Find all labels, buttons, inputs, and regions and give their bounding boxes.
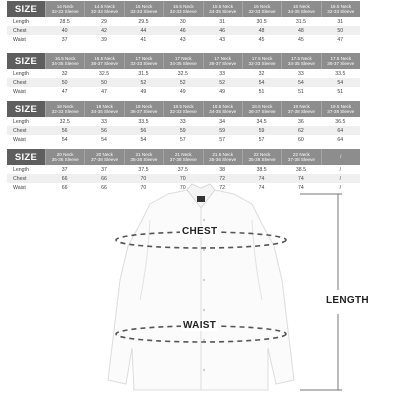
table-cell: 52	[219, 79, 226, 86]
table-cell: 56	[101, 127, 107, 134]
size-table-header	[7, 53, 360, 69]
neck-size: 22 Neck	[293, 151, 310, 157]
sleeve-size: 32-33 Sleeve	[51, 109, 79, 114]
shirt-drawing	[0, 180, 400, 400]
table-cell: 57	[179, 136, 186, 143]
row-label: Chest	[13, 79, 27, 86]
table-cell: 49	[219, 88, 226, 95]
table-cell: 47	[61, 88, 68, 95]
row-label: Chest	[13, 27, 27, 34]
table-cell: 74	[298, 175, 304, 182]
table-cell: 46	[219, 27, 226, 34]
table-cell: 42	[101, 27, 107, 34]
sleeve-size: 37-38 Sleeve	[169, 157, 197, 162]
table-cell: 72	[219, 175, 226, 182]
table-cell: 33	[298, 70, 304, 77]
sleeve-size: 34-35 Sleeve	[287, 9, 315, 14]
table-cell: 51	[337, 88, 344, 95]
shirt-icon	[108, 184, 294, 390]
table-cell: 41	[140, 36, 147, 43]
size-column-header	[242, 53, 281, 69]
table-cell: 32.5	[177, 70, 188, 77]
table-cell: 28.5	[59, 18, 70, 25]
table-cell: 50	[337, 27, 344, 34]
table-cell: 29.5	[138, 18, 149, 25]
table-cell: 36	[298, 118, 304, 125]
table-cell: 37	[61, 166, 68, 173]
sleeve-size: 32-33 Sleeve	[91, 9, 119, 14]
table-cell: 33	[219, 70, 226, 77]
size-table-header	[7, 1, 360, 17]
size-column-header	[163, 53, 202, 69]
neck-size: 21 Neck	[174, 151, 192, 157]
table-cell: /	[339, 184, 342, 191]
size-table	[7, 53, 360, 96]
table-row	[7, 117, 360, 126]
sleeve-size: 36-37 Sleeve	[209, 61, 237, 66]
sleeve-size: 32-33 Sleeve	[169, 109, 197, 114]
table-cell: 54	[101, 136, 107, 143]
table-cell: 70	[179, 184, 186, 191]
sleeve-size: 32-33 Sleeve	[248, 9, 276, 14]
table-cell: 32	[61, 70, 68, 77]
neck-size: 17.5 Neck	[291, 55, 312, 61]
table-cell: 33.5	[138, 118, 149, 125]
neck-size: 15.5 Neck	[172, 3, 194, 9]
table-row	[7, 17, 360, 26]
size-heading: SIZE	[7, 1, 45, 17]
size-column-header	[321, 1, 360, 17]
size-column-header	[242, 101, 281, 117]
neck-size: 17.5 Neck	[251, 55, 273, 61]
table-cell: 54	[298, 79, 304, 86]
size-column-header	[203, 1, 242, 17]
table-cell: 45	[258, 36, 265, 43]
size-column-header	[163, 1, 202, 17]
neck-size: 18.5 Neck	[212, 103, 234, 109]
size-column-header	[124, 149, 163, 165]
neck-size: 16.5 Neck	[330, 3, 352, 9]
table-cell: 37.5	[138, 166, 149, 173]
table-cell: 46	[179, 27, 186, 34]
size-column-header	[281, 53, 320, 69]
table-cell: 50	[61, 79, 68, 86]
table-cell: 34.5	[256, 118, 267, 125]
neck-size: 16 Neck	[253, 3, 271, 9]
table-cell: 62	[298, 127, 304, 134]
sleeve-size: 36-37 Sleeve	[248, 109, 276, 114]
table-cell: 60	[298, 136, 304, 143]
length-label: LENGTH	[326, 295, 369, 306]
size-column-header	[84, 1, 123, 17]
table-cell: 72	[219, 184, 226, 191]
row-label: Chest	[13, 127, 27, 134]
table-cell: 56	[140, 127, 147, 134]
neck-size: 21 Neck	[135, 151, 153, 157]
neck-size: 17 Neck	[135, 55, 153, 61]
table-cell: 33.5	[335, 70, 346, 77]
table-cell: 31	[219, 18, 226, 25]
sleeve-size: 32-33 Sleeve	[327, 9, 355, 14]
neck-size: 22 Neck	[253, 151, 271, 157]
size-heading: SIZE	[7, 101, 45, 117]
table-cell: 66	[61, 175, 68, 182]
neck-size: 19 Neck	[293, 103, 310, 109]
size-column-header	[45, 53, 84, 69]
table-cell: 36.5	[335, 118, 346, 125]
sleeve-size: 36-37 Sleeve	[130, 109, 158, 114]
table-cell: 74	[258, 175, 265, 182]
size-column-header	[163, 101, 202, 117]
size-column-header	[203, 53, 242, 69]
size-column-header	[163, 149, 202, 165]
table-cell: 59	[258, 127, 265, 134]
table-row	[7, 165, 360, 174]
size-column-header	[321, 101, 360, 117]
row-label: Length	[13, 118, 29, 125]
sleeve-size: 34-35 Sleeve	[209, 109, 237, 114]
neck-size: 18.5 Neck	[251, 103, 273, 109]
neck-size: 15 Neck	[135, 3, 153, 9]
neck-size: 18 Neck	[96, 103, 113, 109]
table-cell: 47	[101, 88, 107, 95]
sleeve-size: 37-38 Sleeve	[91, 157, 119, 162]
row-label: Length	[13, 70, 29, 77]
sleeve-size: 34-35 Sleeve	[169, 61, 197, 66]
table-cell: 34	[219, 118, 226, 125]
sleeve-size: 36-37 Sleeve	[327, 61, 355, 66]
waist-label: WAIST	[183, 320, 217, 331]
table-row	[7, 87, 360, 96]
neck-size: 16.5 Neck	[94, 55, 115, 61]
table-cell: 49	[140, 88, 147, 95]
table-cell: 66	[101, 175, 107, 182]
sleeve-size: 32-33 Sleeve	[248, 61, 276, 66]
sleeve-size: 34-35 Sleeve	[209, 9, 237, 14]
table-cell: 57	[258, 136, 265, 143]
size-column-header	[321, 149, 360, 165]
table-cell: 51	[298, 88, 304, 95]
table-cell: 66	[101, 184, 107, 191]
size-column-header	[203, 101, 242, 117]
table-cell: 32.5	[99, 70, 110, 77]
table-cell: 30	[179, 18, 186, 25]
table-cell: 50	[101, 79, 107, 86]
table-cell: 40	[61, 27, 68, 34]
table-cell: 52	[179, 79, 186, 86]
table-row	[7, 126, 360, 135]
size-column-header	[281, 1, 320, 17]
table-cell: /	[339, 166, 342, 173]
sleeve-size: 35-36 Sleeve	[209, 157, 237, 162]
row-label: Length	[13, 166, 29, 173]
table-cell: 57	[219, 136, 226, 143]
table-cell: 66	[61, 184, 68, 191]
neck-size: 18 Neck	[135, 103, 153, 109]
table-cell: 48	[298, 27, 304, 34]
size-heading: SIZE	[7, 53, 45, 69]
row-label: Waist	[13, 88, 26, 95]
size-column-header	[321, 53, 360, 69]
neck-size: 17 Neck	[174, 55, 192, 61]
length-measure-line	[300, 194, 342, 390]
table-cell: 37.5	[177, 166, 188, 173]
table-cell: 31.5	[138, 70, 149, 77]
table-cell: 51	[258, 88, 265, 95]
sleeve-size: 32-33 Sleeve	[169, 9, 197, 14]
table-cell: 31	[337, 18, 344, 25]
table-cell: 31.5	[295, 18, 306, 25]
neck-size: 20 Neck	[96, 151, 113, 157]
table-cell: 59	[219, 127, 226, 134]
table-cell: 70	[179, 175, 186, 182]
table-cell: 43	[179, 36, 186, 43]
size-table	[7, 1, 360, 44]
neck-size: 19.5 Neck	[330, 103, 352, 109]
sleeve-size: 35-36 Sleeve	[130, 157, 158, 162]
shirt-measurement-illustration	[0, 180, 400, 400]
neck-size: /	[340, 154, 342, 160]
table-cell: 64	[337, 136, 344, 143]
size-column-header	[45, 1, 84, 17]
table-cell: 30.5	[256, 18, 267, 25]
chest-label: CHEST	[182, 226, 218, 237]
size-column-header	[84, 101, 123, 117]
table-cell: 39	[101, 36, 107, 43]
size-column-header	[281, 149, 320, 165]
neck-size: 21.5 Neck	[212, 151, 234, 157]
size-column-header	[281, 101, 320, 117]
table-cell: 64	[337, 127, 344, 134]
size-column-header	[242, 149, 281, 165]
table-cell: 48	[258, 27, 265, 34]
size-column-header	[45, 101, 84, 117]
neck-size: 16 Neck	[293, 3, 310, 9]
sleeve-size: 34-35 Sleeve	[287, 61, 315, 66]
row-label: Waist	[13, 136, 26, 143]
neck-size: 16.5 Neck	[54, 55, 76, 61]
sleeve-size: 36-37 Sleeve	[91, 61, 119, 66]
row-label: Chest	[13, 175, 27, 182]
sleeve-size: 34-35 Sleeve	[91, 109, 119, 114]
table-cell: /	[339, 175, 342, 182]
table-cell: 33	[179, 118, 186, 125]
table-cell: 74	[298, 184, 304, 191]
table-cell: 37	[101, 166, 107, 173]
row-label: Length	[13, 18, 29, 25]
table-cell: 38.5	[295, 166, 306, 173]
table-cell: 52	[140, 79, 147, 86]
neck-size: 14 Neck	[56, 3, 74, 9]
table-cell: 56	[61, 127, 68, 134]
sleeve-size: 37-38 Sleeve	[287, 109, 315, 114]
size-column-header	[242, 1, 281, 17]
size-column-header	[84, 149, 123, 165]
size-table-header	[7, 149, 360, 165]
table-cell: 38	[219, 166, 226, 173]
neck-size: 14.5 Neck	[94, 3, 115, 9]
sleeve-size: 37-38 Sleeve	[327, 109, 355, 114]
size-column-header	[124, 101, 163, 117]
table-cell: 44	[140, 27, 147, 34]
table-cell: 38.5	[256, 166, 267, 173]
table-cell: 33	[101, 118, 107, 125]
sleeve-size: 37-38 Sleeve	[287, 157, 315, 162]
row-label: Waist	[13, 36, 26, 43]
neck-size: 18 Neck	[56, 103, 74, 109]
table-cell: 54	[61, 136, 68, 143]
size-column-header	[203, 149, 242, 165]
table-cell: 32	[258, 70, 265, 77]
size-column-header	[45, 149, 84, 165]
table-row	[7, 69, 360, 78]
table-cell: 45	[298, 36, 304, 43]
neck-size: 18.5 Neck	[172, 103, 194, 109]
table-cell: 49	[179, 88, 186, 95]
neck-size: 15.5 Neck	[212, 3, 234, 9]
size-column-header	[124, 1, 163, 17]
table-cell: 32.5	[59, 118, 70, 125]
size-column-header	[84, 53, 123, 69]
table-cell: 70	[140, 184, 147, 191]
table-cell: 70	[140, 175, 147, 182]
row-label: Waist	[13, 184, 26, 191]
table-cell: 29	[101, 18, 107, 25]
table-cell: 43	[219, 36, 226, 43]
size-table	[7, 101, 360, 144]
table-cell: 37	[61, 36, 68, 43]
neck-size: 20 Neck	[56, 151, 74, 157]
table-cell: 47	[337, 36, 344, 43]
size-heading: SIZE	[7, 149, 45, 165]
sleeve-size: 32-33 Sleeve	[51, 9, 79, 14]
table-row	[7, 26, 360, 35]
table-row	[7, 135, 360, 144]
table-cell: 54	[258, 79, 265, 86]
sleeve-size: 34-35 Sleeve	[51, 61, 79, 66]
table-row	[7, 78, 360, 87]
table-cell: 74	[258, 184, 265, 191]
size-column-header	[124, 53, 163, 69]
table-cell: 54	[337, 79, 344, 86]
sleeve-size: 32-33 Sleeve	[130, 61, 158, 66]
table-cell: 54	[140, 136, 147, 143]
sleeve-size: 35-36 Sleeve	[51, 157, 79, 162]
sleeve-size: 32-33 Sleeve	[130, 9, 158, 14]
neck-size: 17 Neck	[214, 55, 232, 61]
sleeve-size: 35-36 Sleeve	[248, 157, 276, 162]
table-row	[7, 35, 360, 44]
size-table-header	[7, 101, 360, 117]
table-cell: 59	[179, 127, 186, 134]
neck-size: 17.5 Neck	[330, 55, 352, 61]
